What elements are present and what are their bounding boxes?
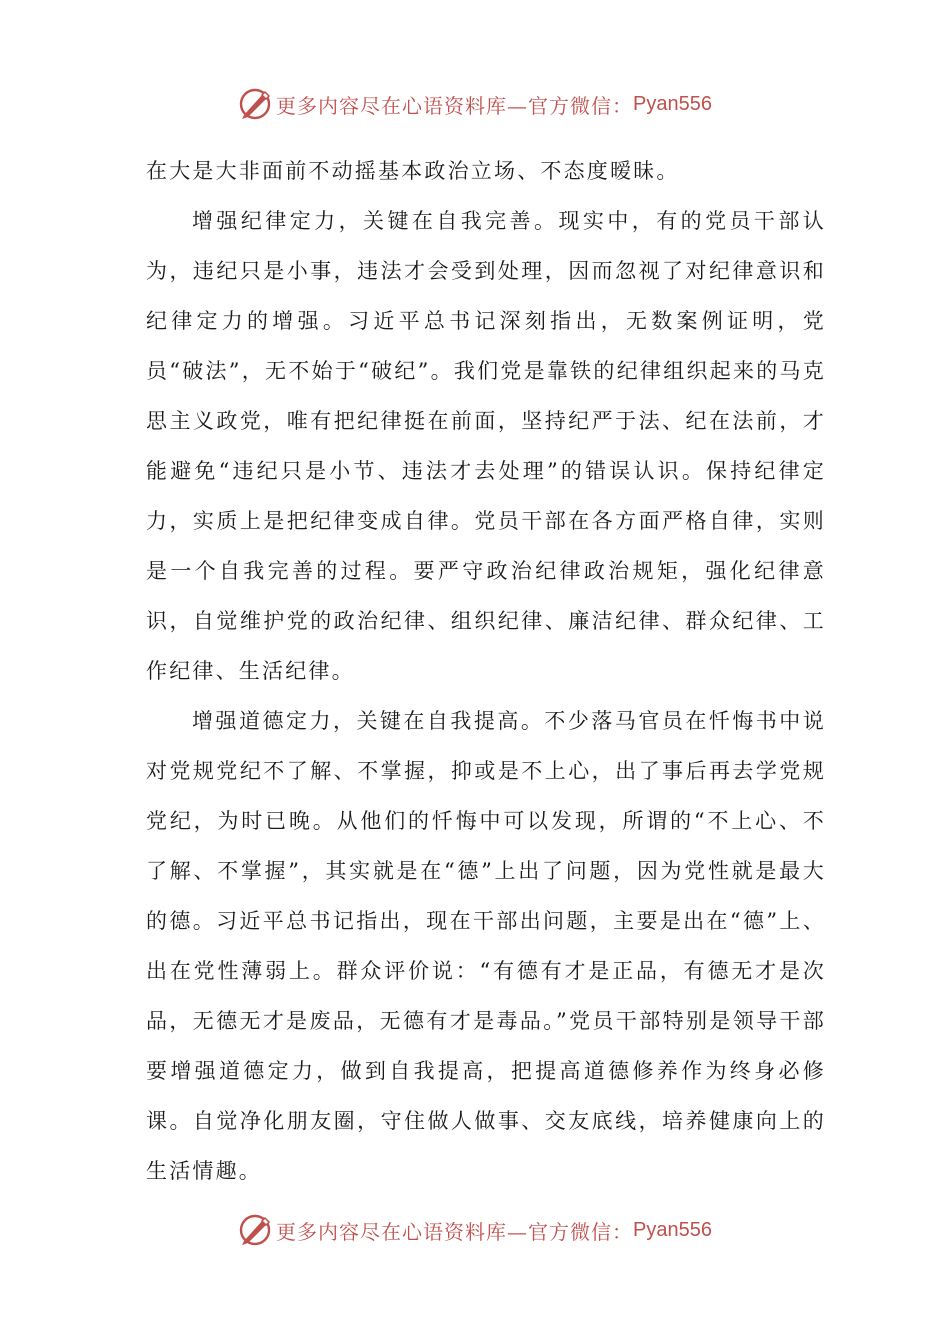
pen-logo-icon [238,87,272,121]
paragraph-discipline: 增强纪律定力，关键在自我完善。现实中，有的党员干部认为，违纪只是小事，违法才会受到处理，因而忽视了对纪律意识和纪律定力的增强。习近平总书记深刻指出，无数案例证明，党员“破法”，无不始于“破纪”。我们党是靠铁的纪律组织起来的马克思主义政党，唯有把纪律挺在前面，坚持纪严于法、纪在法前，才能避免“违纪只是小节、违法才去处理”的错误认识。保持纪律定力，实质上是把纪律变成自律。党员干部在各方面严格自律，实则是一个自我完善的过程。要严守政治纪律政治规矩，强化纪律意识，自觉维护党的政治纪律、组织纪律、廉洁纪律、群众纪律、工作纪律、生活纪律。 [146,209,826,683]
header-banner-wechat-id: Pyan556 [633,92,712,115]
header-banner-text: 更多内容尽在心语资料库—官方微信： [276,93,634,118]
footer-banner [0,1210,950,1250]
pen-logo-icon [238,1213,272,1247]
document-body [146,146,826,1196]
paragraph-continuation: 在大是大非面前不动摇基本政治立场、不态度暧昧。 [146,159,680,183]
footer-banner-wechat-id: Pyan556 [633,1218,712,1241]
header-banner [0,84,950,124]
paragraph-morality: 增强道德定力，关键在自我提高。不少落马官员在忏悔书中说对党规党纪不了解、不掌握，抑或是不上心，出了事后再去学党规党纪，为时已晚。从他们的忏悔中可以发现，所谓的“不上心、不了解、不掌握”，其实就是在“德”上出了问题，因为党性就是最大的德。习近平总书记指出，现在干部出问题，主要是出在“德”上、出在党性薄弱上。群众评价说：“有德有才是正品，有德无才是次品，无德无才是废品，无德有才是毒品。”党员干部特别是领导干部要增强道德定力，做到自我提高，把提高道德修养作为终身必修课。自觉净化朋友圈，守住做人做事、交友底线，培养健康向上的生活情趣。 [146,709,826,1183]
footer-banner-text: 更多内容尽在心语资料库—官方微信： [276,1219,634,1244]
